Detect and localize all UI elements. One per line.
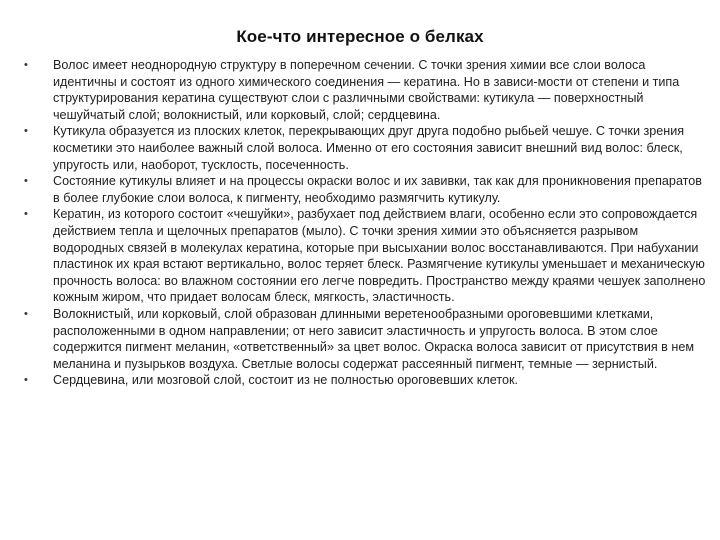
bullet-icon: • xyxy=(24,175,28,188)
list-item xyxy=(22,206,712,306)
list-item-text: Состояние кутикулы влияет и на процессы окраски волос и их завивки, так как для проникновения препаратов в более глубокие слои волоса, к пигменту, необходимо размягчить кутикулу. xyxy=(53,174,702,205)
bullet-icon: • xyxy=(24,59,28,71)
list-item xyxy=(22,57,712,123)
bullet-icon: • xyxy=(24,125,28,138)
bullet-list xyxy=(22,57,712,389)
list-item-text: Волос имеет неоднородную структуру в поперечном сечении. С точки зрения химии все слои волоса идентичны и состоят из одного химического соединения — кератина. Но в зависи-мости от степени и типа структурирования кератина существуют слои с различными свойствами: кутикула — поверхностный чешуйчатый слой; волокнистый, или корковый, слой; сердцевина. xyxy=(53,58,680,122)
list-item-text: Волокнистый, или корковый, слой образован длинными веретенообразными ороговевшими клетками, расположенными в одном направлении; от него зависит эластичность и упругость волоса. В этом слое содержится пигмент меланин, «ответственный» за цвет волос. Окраска волоса зависит от присутствия в нем меланина и пузырьков воздуха. Светлые волосы содержат рассеянный пигмент, темные — зернистый. xyxy=(53,306,694,371)
list-item xyxy=(22,372,712,389)
bullet-icon: • xyxy=(24,208,28,221)
list-item xyxy=(22,173,712,206)
bullet-icon: • xyxy=(24,374,28,387)
list-item xyxy=(22,123,712,173)
list-item-text: Кутикула образуется из плоских клеток, перекрывающих друг друга подобно рыбьей чешуе. С точки зрения косметики это наиболее важный слой волоса. Именно от его состояния зависит внешний вид волос: блеск, упругость или, наоборот, тусклость, посеченность. xyxy=(53,124,685,172)
list-item xyxy=(22,306,712,372)
list-item-text: Сердцевина, или мозговой слой, состоит из не полностью ороговевших клеток. xyxy=(53,373,518,388)
bullet-icon: • xyxy=(24,307,28,320)
list-item-text: Кератин, из которого состоит «чешуйки», разбухает под действием влаги, особенно если это сопровождается действием тепла и щелочных препаратов (мыло). С точки зрения химии это объясняется разрывом водородных связей в молекулах кератина, которые при высыхании волос восстанавливаются. При набухании пластинок их края встают вертикально, волос теряет блеск. Размягчение кутикулы уменьшает и механическую прочность волоса: во влажном состоянии его легче повредить. Пространство между краями чешуек заполнено кожным жиром, что придает волосам блеск, мягкость, эластичность. xyxy=(53,207,706,305)
slide-title: Кое-что интересное о белках xyxy=(236,27,484,46)
